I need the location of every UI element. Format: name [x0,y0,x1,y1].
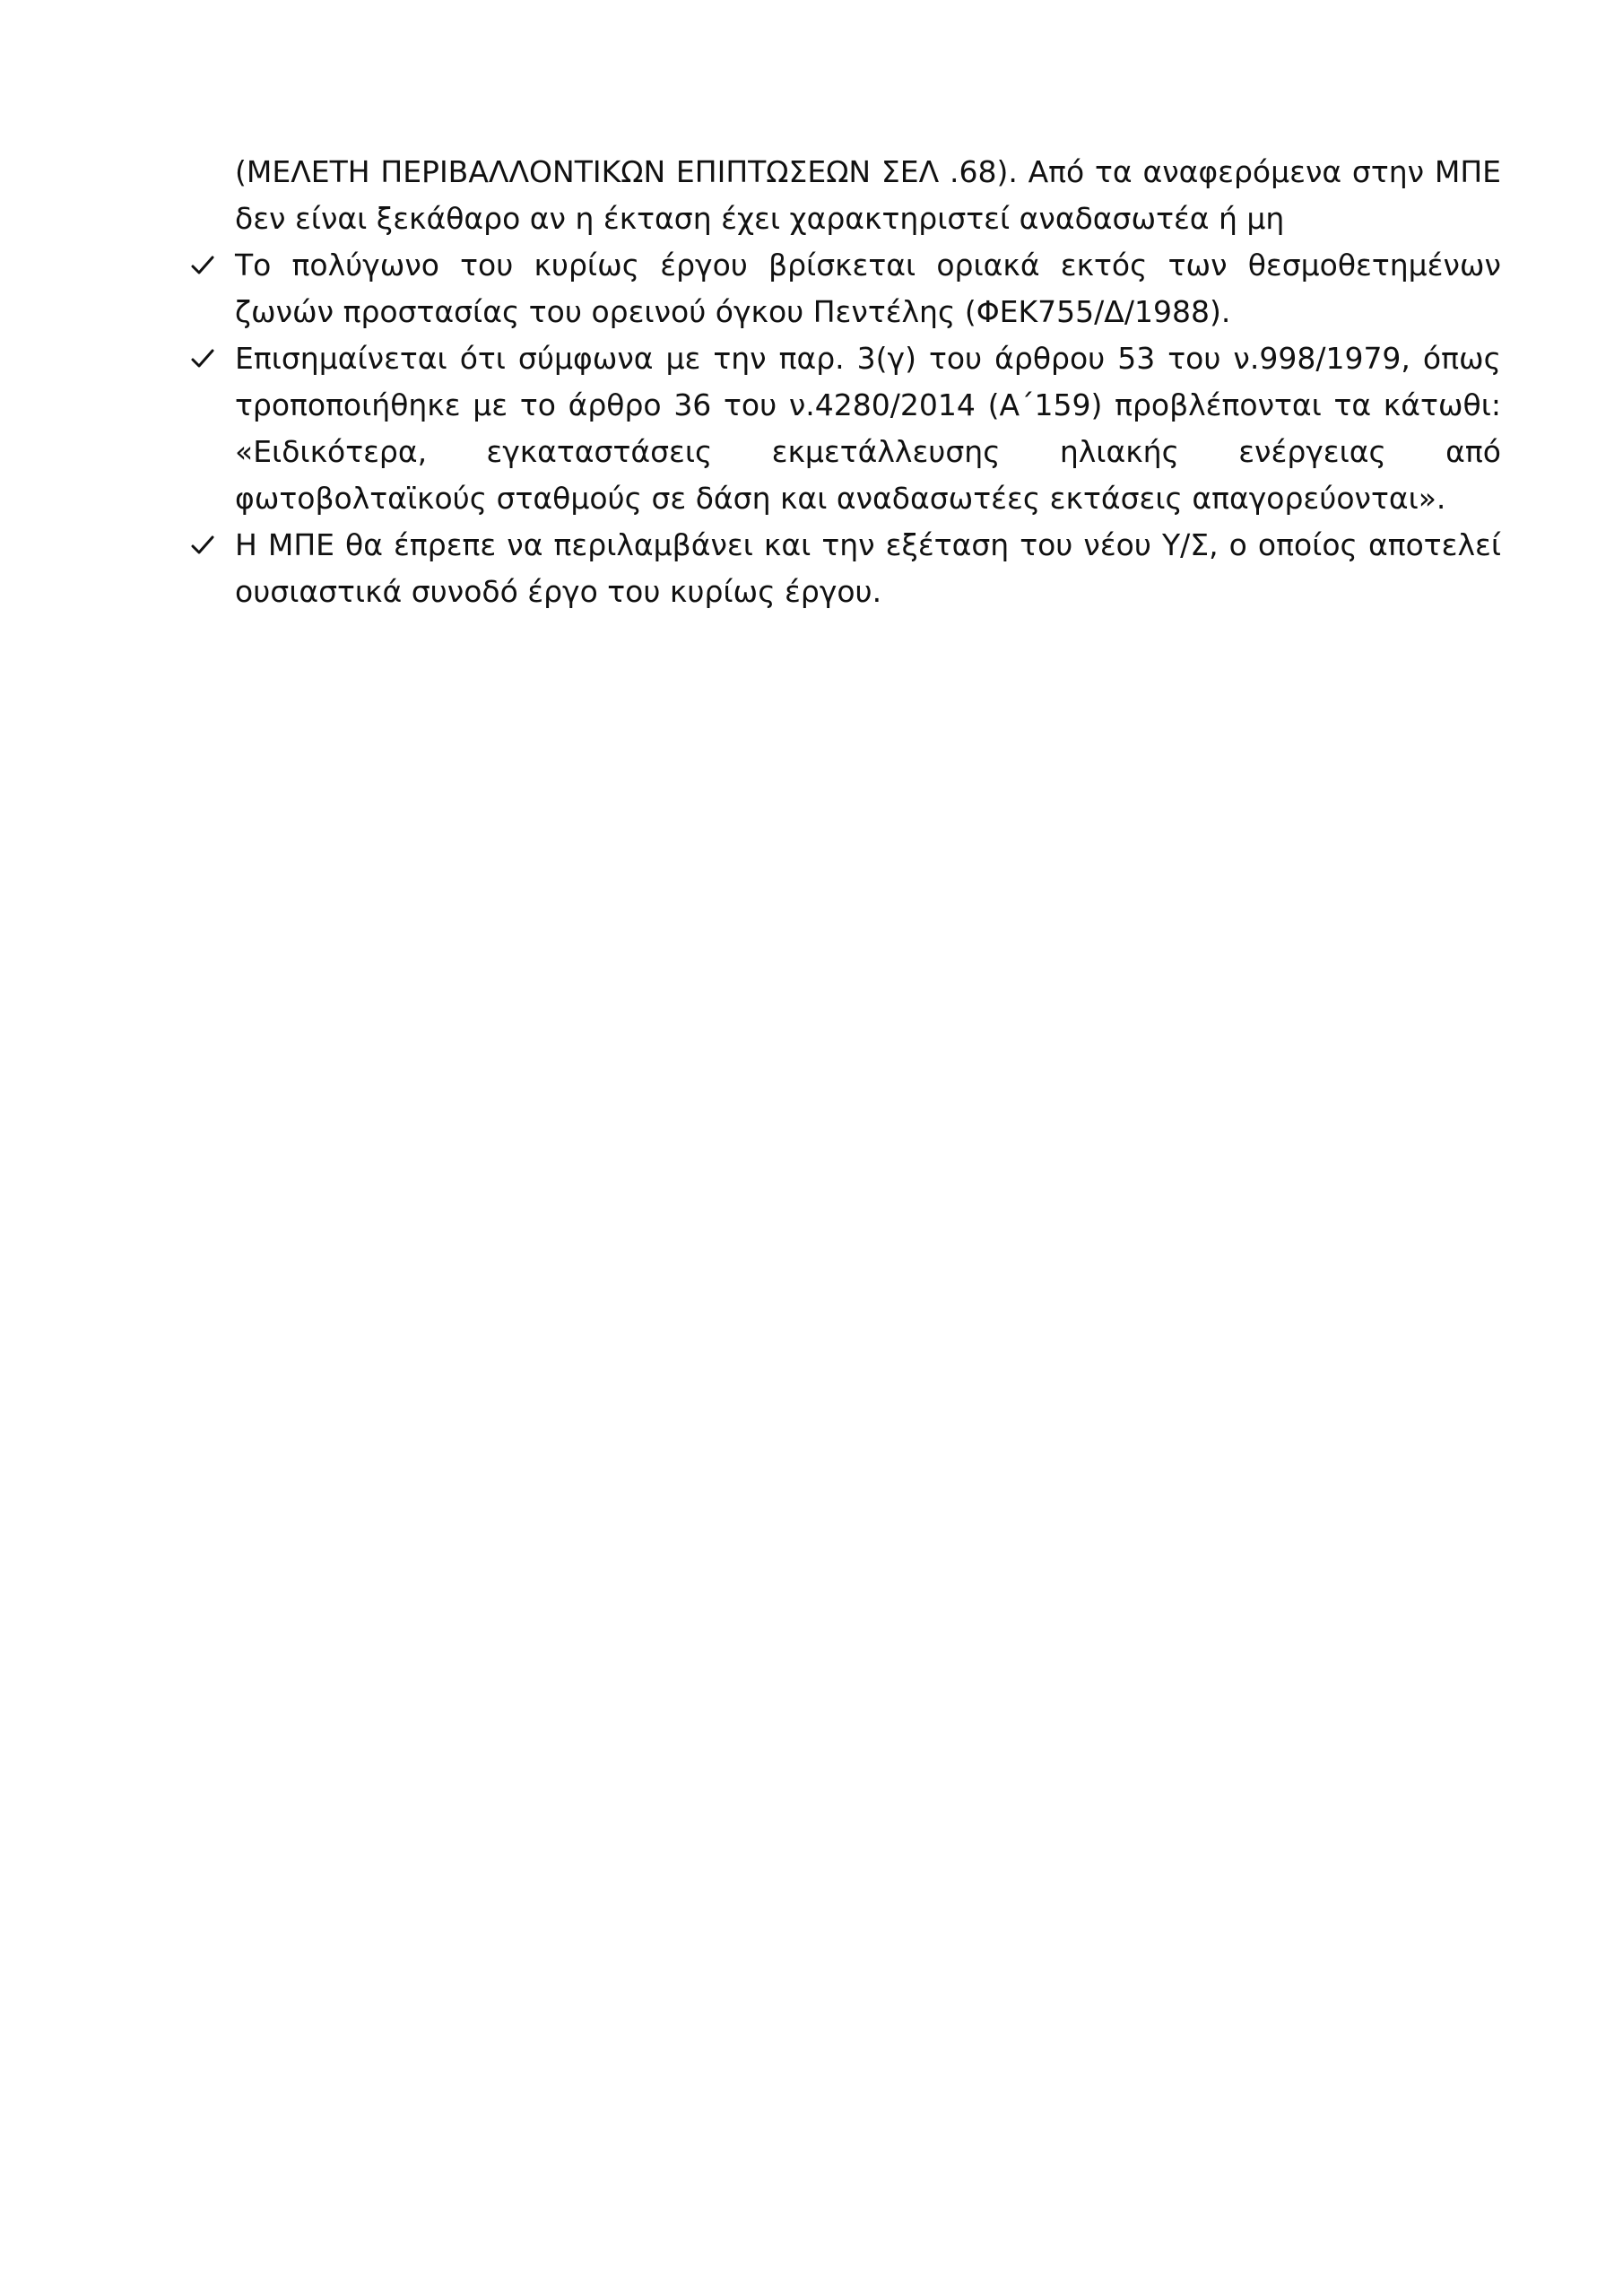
intro-paragraph: (ΜΕΛΕΤΗ ΠΕΡΙΒΑΛΛΟΝΤΙΚΩΝ ΕΠΙΠΤΩΣΕΩΝ ΣΕΛ .68). Από τα αναφερόμενα στην ΜΠΕ δεν είναι ξεκάθαρο αν η έκταση έχει χαρακτηριστεί αναδασωτέα ή μη [235,154,1501,236]
list-item [235,522,1501,615]
list-item-text: Το πολύγωνο του κυρίως έργου βρίσκεται οριακά εκτός των θεσμοθετημένων ζωνών προστασίας του ορεινού όγκου Πεντέλης (ΦΕΚ755/Δ/1988). [235,248,1501,329]
checkmark-icon [190,242,222,289]
document-body [235,149,1501,615]
checkmark-icon [190,522,222,569]
checklist [235,242,1501,615]
list-item-text: Επισημαίνεται ότι σύμφωνα με την παρ. 3(γ) του άρθρου 53 του ν.998/1979, όπως τροποποιήθηκε με το άρθρο 36 του ν.4280/2014 (Α΄159) προβλέπονται τα κάτωθι: «Ειδικότερα, εγκαταστάσεις εκμετάλλευσης ηλιακής ενέργειας από φωτοβολταϊκούς σταθμούς σε δάση και αναδασωτέες εκτάσεις απαγορεύονται». [235,341,1501,516]
list-item [235,242,1501,335]
list-item-text: Η ΜΠΕ θα έπρεπε να περιλαμβάνει και την εξέταση του νέου Υ/Σ, ο οποίος αποτελεί ουσιαστικά συνοδό έργο του κυρίως έργου. [235,527,1501,609]
list-item [235,335,1501,522]
checkmark-icon [190,335,222,382]
